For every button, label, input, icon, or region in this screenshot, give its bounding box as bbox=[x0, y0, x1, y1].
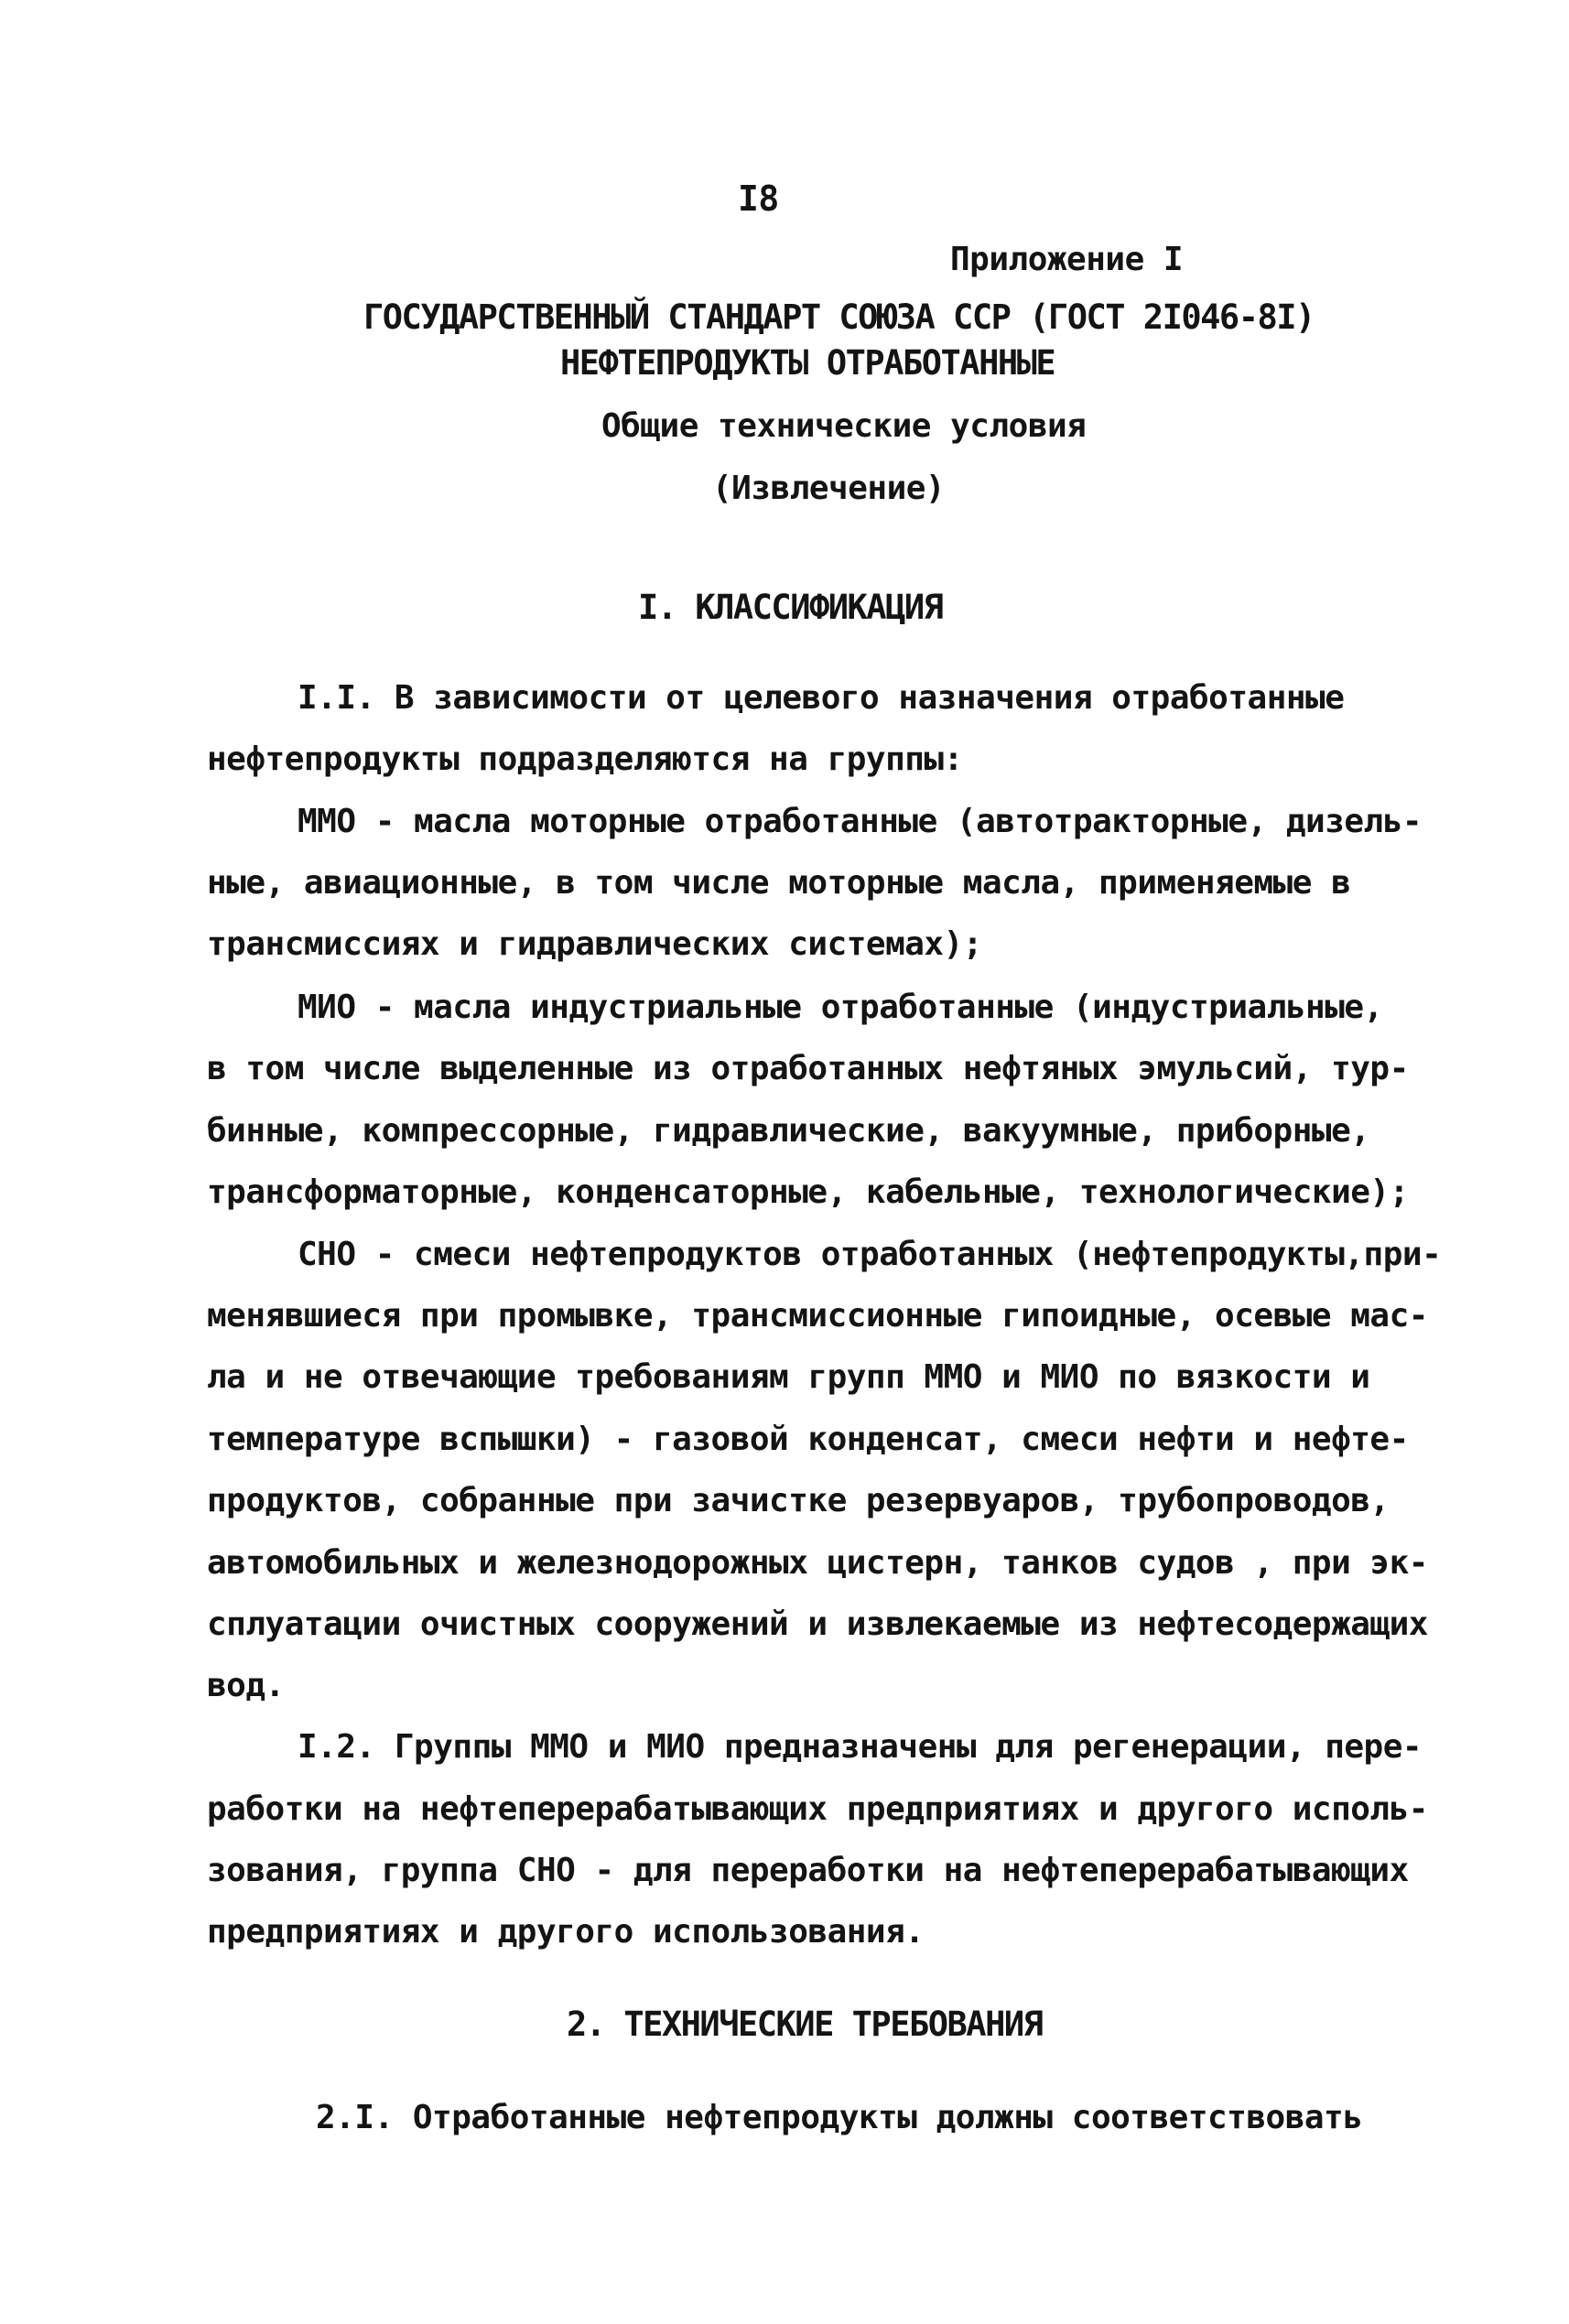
paragraph-line: ла и не отвечающие требованиям групп ММО и МИО по вязкости и bbox=[207, 1358, 1370, 1396]
paragraph-line: МИО - масла индустриальные отработанные (индустриальные, bbox=[298, 989, 1383, 1026]
page-number: I8 bbox=[738, 178, 779, 219]
paragraph-line: трансформаторные, конденсаторные, кабельные, технологические); bbox=[207, 1173, 1409, 1211]
paragraph-line: I.2. Группы ММО и МИО предназначены для регенерации, пере- bbox=[298, 1728, 1423, 1766]
paragraph-line: нефтепродукты подразделяются на группы: bbox=[207, 740, 963, 778]
paragraph-line: сплуатации очистных сооружений и извлекаемые из нефтесодержащих bbox=[207, 1605, 1428, 1643]
paragraph-line: вод. bbox=[207, 1667, 285, 1704]
paragraph-line: предприятиях и другого использования. bbox=[207, 1913, 925, 1951]
appendix-label: Приложение I bbox=[950, 241, 1184, 278]
paragraph-line: ные, авиационные, в том числе моторные масла, применяемые в bbox=[207, 864, 1351, 902]
paragraph-line: СНО - смеси нефтепродуктов отработанных (нефтепродукты,при- bbox=[298, 1236, 1442, 1273]
extract-note: (Извлечение) bbox=[712, 470, 946, 507]
paragraph-line: ММО - масла моторные отработанные (автотракторные, дизель- bbox=[298, 803, 1423, 840]
standard-title: ГОСУДАРСТВЕННЫЙ СТАНДАРТ СОЮЗА ССР (ГОСТ 2I046-8I) bbox=[363, 297, 1315, 337]
paragraph-line: температуре вспышки) - газовой конденсат, смеси нефти и нефте- bbox=[207, 1421, 1409, 1458]
paragraph-line: менявшиеся при промывке, трансмиссионные гипоидные, осевые мас- bbox=[207, 1297, 1428, 1335]
paragraph-line: трансмиссиях и гидравлических системах); bbox=[207, 925, 982, 963]
product-title: НЕФТЕПРОДУКТЫ ОТРАБОТАННЫЕ bbox=[560, 343, 1055, 383]
paragraph-line: в том числе выделенные из отработанных нефтяных эмульсий, тур- bbox=[207, 1050, 1409, 1087]
subtitle: Общие технические условия bbox=[601, 407, 1087, 445]
paragraph-line: работки на нефтеперерабатывающих предприятиях и другого исполь- bbox=[207, 1790, 1428, 1828]
paragraph-line: продуктов, собранные при зачистке резервуаров, трубопроводов, bbox=[207, 1482, 1390, 1519]
paragraph-line: I.I. В зависимости от целевого назначения отработанные bbox=[298, 679, 1345, 717]
paragraph-line: бинные, компрессорные, гидравлические, вакуумные, приборные, bbox=[207, 1112, 1370, 1150]
paragraph-line: зования, группа СНО - для переработки на нефтеперерабатывающих bbox=[207, 1852, 1409, 1889]
paragraph-line: автомобильных и железнодорожных цистерн, танков судов , при эк- bbox=[207, 1544, 1428, 1582]
paragraph-line: 2.I. Отработанные нефтепродукты должны соответствовать bbox=[316, 2099, 1363, 2136]
section-heading-classification: I. КЛАССИФИКАЦИЯ bbox=[638, 588, 943, 627]
section-heading-technical-requirements: 2. ТЕХНИЧЕСКИЕ ТРЕБОВАНИЯ bbox=[567, 2005, 1043, 2044]
